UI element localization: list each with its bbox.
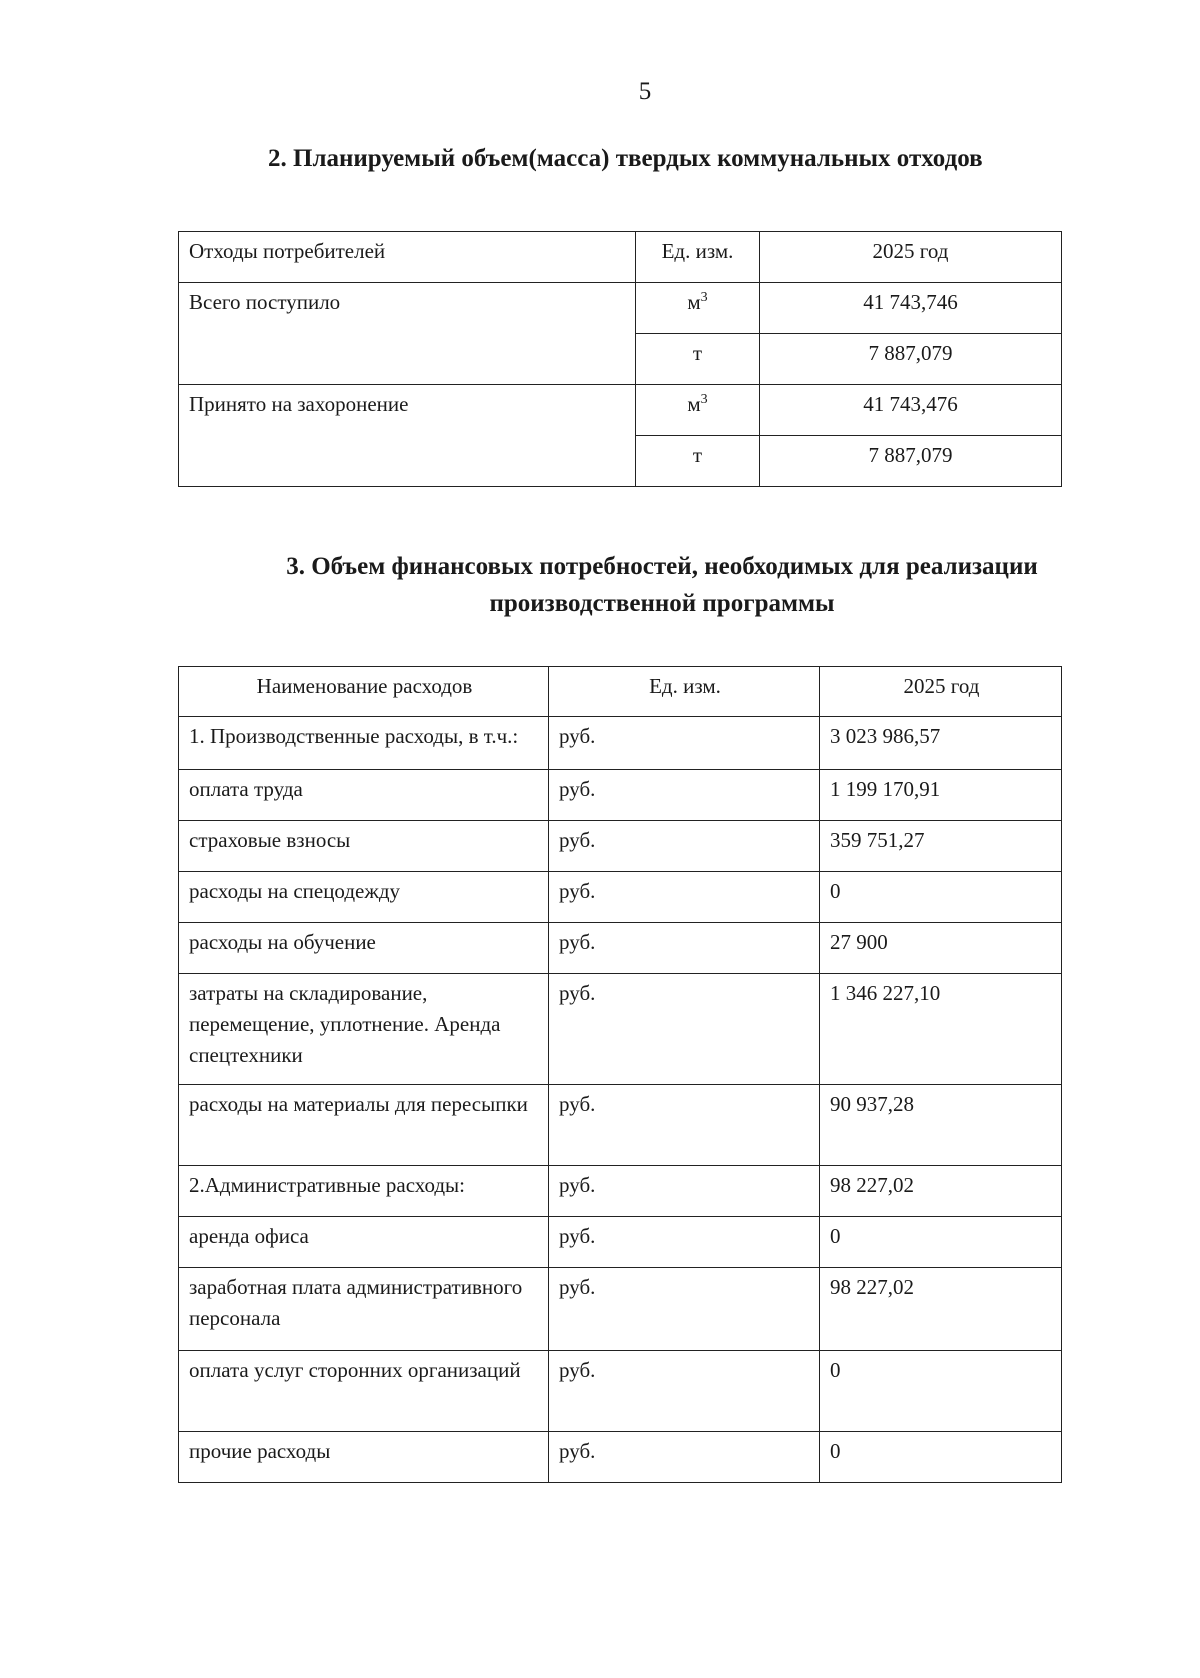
table-row xyxy=(179,923,1062,974)
table-row xyxy=(179,1432,1062,1483)
section-3-title-line1: 3. Объем финансовых потребностей, необходимых для реализации xyxy=(286,553,1038,580)
unit-cell: руб. xyxy=(549,1432,820,1483)
expense-name-cell: затраты на складирование, перемещение, уплотнение. Аренда спецтехники xyxy=(179,974,549,1085)
table-row xyxy=(179,974,1062,1085)
row-label-total-received: Всего поступило xyxy=(179,283,636,385)
header-unit: Ед. изм. xyxy=(549,667,820,717)
unit-cell: руб. xyxy=(549,1217,820,1268)
table-row xyxy=(179,872,1062,923)
expense-name-cell: страховые взносы xyxy=(179,821,549,872)
header-expense-name: Наименование расходов xyxy=(179,667,549,717)
waste-volume-table xyxy=(178,231,1062,487)
table-row xyxy=(179,1268,1062,1351)
expense-name-cell: аренда офиса xyxy=(179,1217,549,1268)
value-cell: 359 751,27 xyxy=(820,821,1062,872)
unit-text: м xyxy=(687,392,701,416)
header-year: 2025 год xyxy=(760,232,1062,283)
value-cell: 27 900 xyxy=(820,923,1062,974)
unit-cell: руб. xyxy=(549,872,820,923)
header-unit: Ед. изм. xyxy=(636,232,760,283)
financial-needs-table xyxy=(178,666,1062,1483)
table-row xyxy=(179,717,1062,770)
value-cell: 1 346 227,10 xyxy=(820,974,1062,1085)
section-2-title: 2. Планируемый объем(масса) твердых коммунальных отходов xyxy=(268,145,983,172)
table-row xyxy=(179,1217,1062,1268)
unit-cell: руб. xyxy=(549,1351,820,1432)
table-header-row xyxy=(179,667,1062,717)
unit-cell: руб. xyxy=(549,1085,820,1166)
table-row xyxy=(179,283,1062,334)
table-row xyxy=(179,821,1062,872)
section-3-title-line2: производственной программы xyxy=(489,590,835,617)
table-row xyxy=(179,770,1062,821)
unit-cell: руб. xyxy=(549,770,820,821)
unit-cell: т xyxy=(636,334,760,385)
table-row xyxy=(179,1085,1062,1166)
unit-superscript: 3 xyxy=(700,290,708,305)
value-cell: 1 199 170,91 xyxy=(820,770,1062,821)
unit-cell: руб. xyxy=(549,923,820,974)
value-cell: 0 xyxy=(820,872,1062,923)
value-cell: 41 743,746 xyxy=(760,283,1062,334)
table-row xyxy=(179,1351,1062,1432)
expense-name-cell: оплата услуг сторонних организаций xyxy=(179,1351,549,1432)
unit-cell: руб. xyxy=(549,1166,820,1217)
table-row xyxy=(179,385,1062,436)
expense-name-cell: расходы на обучение xyxy=(179,923,549,974)
section-3-title xyxy=(247,548,1077,622)
unit-superscript: 3 xyxy=(700,392,708,407)
value-cell: 41 743,476 xyxy=(760,385,1062,436)
value-cell: 98 227,02 xyxy=(820,1268,1062,1351)
unit-text: м xyxy=(687,290,701,314)
unit-cell xyxy=(636,283,760,334)
table-header-row xyxy=(179,232,1062,283)
unit-cell xyxy=(636,385,760,436)
value-cell: 7 887,079 xyxy=(760,436,1062,487)
page-number: 5 xyxy=(638,78,652,105)
value-cell: 0 xyxy=(820,1432,1062,1483)
unit-cell: т xyxy=(636,436,760,487)
value-cell: 90 937,28 xyxy=(820,1085,1062,1166)
expense-name-cell: расходы на спецодежду xyxy=(179,872,549,923)
unit-cell: руб. xyxy=(549,974,820,1085)
table-row xyxy=(179,1166,1062,1217)
expense-name-cell: прочие расходы xyxy=(179,1432,549,1483)
expense-name-cell: 1. Производственные расходы, в т.ч.: xyxy=(179,717,549,770)
value-cell: 98 227,02 xyxy=(820,1166,1062,1217)
expense-name-cell: расходы на материалы для пересыпки xyxy=(179,1085,549,1166)
value-cell: 3 023 986,57 xyxy=(820,717,1062,770)
expense-name-cell: оплата труда xyxy=(179,770,549,821)
header-year: 2025 год xyxy=(820,667,1062,717)
header-consumer-waste: Отходы потребителей xyxy=(179,232,636,283)
value-cell: 0 xyxy=(820,1351,1062,1432)
value-cell: 0 xyxy=(820,1217,1062,1268)
expense-name-cell: заработная плата административного персонала xyxy=(179,1268,549,1351)
expense-name-cell: 2.Административные расходы: xyxy=(179,1166,549,1217)
value-cell: 7 887,079 xyxy=(760,334,1062,385)
unit-cell: руб. xyxy=(549,821,820,872)
row-label-accepted-for-burial: Принято на захоронение xyxy=(179,385,636,487)
unit-cell: руб. xyxy=(549,1268,820,1351)
unit-cell: руб. xyxy=(549,717,820,770)
